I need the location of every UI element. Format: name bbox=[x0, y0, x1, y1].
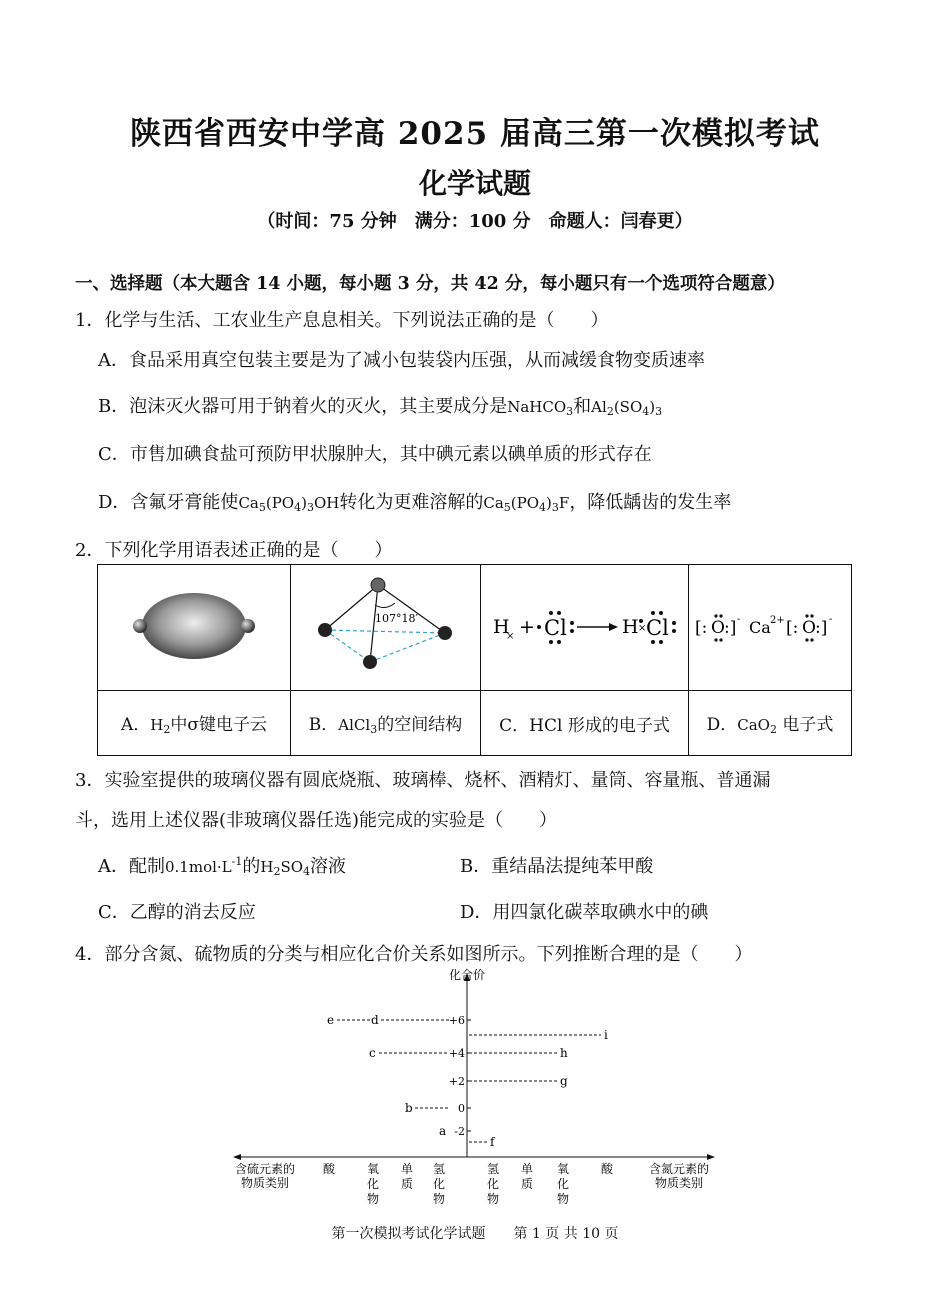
eq-cl-atom: Cl bbox=[544, 616, 567, 640]
ca-ion-charge: 2+ bbox=[770, 615, 785, 626]
q2-figure-d bbox=[689, 565, 852, 691]
category-labels bbox=[323, 1162, 614, 1206]
n-category-element: 单质 bbox=[521, 1162, 534, 1191]
q1-option-b bbox=[98, 392, 662, 418]
q4-stem: 4．部分含氮、硫物质的分类与相应化合价关系如图所示。下列推断合理的是（ ） bbox=[75, 944, 753, 965]
alcl3-structure-figure bbox=[291, 565, 480, 685]
concentration: $0.1mol\cdot L^{-1}$ bbox=[165, 855, 243, 876]
svg-text:×: × bbox=[506, 631, 515, 642]
q2-option-a-suffix: 中σ键电子云 bbox=[170, 715, 267, 735]
svg-text:O: O bbox=[802, 618, 816, 638]
q2-figure-a bbox=[98, 565, 291, 691]
eq-plus: + bbox=[519, 616, 535, 638]
concentration-value: 0.1mol·L bbox=[165, 858, 232, 876]
s-category-acid: 酸 bbox=[323, 1162, 336, 1176]
point-e: e bbox=[327, 1013, 335, 1027]
svg-text:[:: [: bbox=[786, 618, 799, 638]
q2-option-a-prefix: A． bbox=[121, 715, 151, 735]
q1-option-d-prefix: D．含氟牙膏能使 bbox=[98, 492, 239, 513]
q3-option-b: B．重结晶法提纯苯甲酸 bbox=[460, 856, 654, 877]
q1-option-b-text: B．泡沫灭火器可用于钠着火的灭火，其主要成分是 bbox=[98, 396, 508, 417]
y-axis-label: 化合价 bbox=[449, 968, 486, 982]
q2-option-b bbox=[291, 691, 481, 756]
cao2-electron-formula-figure bbox=[689, 565, 851, 685]
point-f: f bbox=[490, 1135, 495, 1149]
point-g: g bbox=[560, 1074, 568, 1088]
formula-h2so4: $H_2SO_4$ bbox=[260, 858, 311, 878]
q3-option-a-prefix: A．配制 bbox=[98, 856, 165, 877]
q2-figure-b bbox=[291, 565, 481, 691]
q1-stem: 1．化学与生活、工农业生产息息相关。下列说法正确的是（ ） bbox=[75, 310, 609, 331]
svg-text::]: :] bbox=[815, 618, 828, 638]
q3-option-c: C．乙醇的消去反应 bbox=[98, 902, 256, 923]
q3-option-d: D．用四氯化碳萃取碘水中的碘 bbox=[460, 902, 709, 923]
y-tick-plus6: +6 bbox=[448, 1014, 465, 1027]
n-category-oxide: 氧化物 bbox=[557, 1162, 570, 1206]
n-category-acid: 酸 bbox=[601, 1162, 614, 1176]
s-category-hydride: 氢化物 bbox=[433, 1162, 446, 1206]
svg-text:-: - bbox=[737, 614, 741, 625]
formula-al2so43: $Al_2(SO_4)_3$ bbox=[591, 398, 663, 418]
svg-text::]: :] bbox=[724, 618, 737, 638]
q2-figure-c bbox=[481, 565, 689, 691]
exam-info: （时间：75 分钟 满分：100 分 命题人：闫春更） bbox=[257, 211, 693, 232]
s-category-oxide: 氧化物 bbox=[367, 1162, 380, 1206]
formula-cao2: CaO$_2$ bbox=[737, 716, 777, 736]
point-b: b bbox=[405, 1101, 413, 1115]
svg-text:×: × bbox=[638, 623, 647, 634]
q3-stem-line1: 3．实验室提供的玻璃仪器有圆底烧瓶、玻璃棒、烧杯、酒精灯、量筒、容量瓶、普通漏 bbox=[75, 770, 771, 791]
q3-option-a bbox=[98, 852, 346, 878]
q3-stem-line2: 斗，选用上述仪器(非玻璃仪器任选)能完成的实验是（ ） bbox=[75, 810, 558, 831]
s-category-element: 单质 bbox=[401, 1162, 414, 1191]
valence-classification-chart bbox=[225, 965, 725, 1215]
point-i: i bbox=[604, 1028, 608, 1042]
section-heading: 一、选择题（本大题含 14 小题，每小题 3 分，共 42 分，每小题只有一个选项符合题意） bbox=[75, 274, 785, 294]
ca-ion-label: Ca bbox=[749, 618, 771, 637]
q3-option-a-mid: 的 bbox=[242, 856, 261, 877]
eq-product-cl: Cl bbox=[646, 616, 669, 640]
q2-options-table bbox=[97, 564, 852, 756]
y-tick-minus2: -2 bbox=[454, 1125, 465, 1138]
svg-text:O: O bbox=[711, 618, 725, 638]
svg-text:-: - bbox=[829, 614, 833, 625]
page-footer: 第一次模拟考试化学试题 第 1 页 共 10 页 bbox=[331, 1226, 619, 1242]
q1-option-c: C．市售加碘食盐可预防甲状腺肿大，其中碘元素以碘单质的形式存在 bbox=[98, 444, 652, 465]
left-axis-label-1: 含硫元素的 bbox=[235, 1162, 296, 1176]
q1-option-b-and: 和 bbox=[573, 396, 592, 417]
q2-option-c: C．HCl 形成的电子式 bbox=[481, 691, 689, 756]
y-tick-0: 0 bbox=[458, 1102, 465, 1115]
eq-product-h: H bbox=[622, 616, 639, 638]
hcl-formation-figure bbox=[481, 565, 688, 685]
q1-option-d-mid: 转化为更难溶解的 bbox=[339, 492, 484, 513]
q2-option-b-prefix: B． bbox=[308, 715, 339, 735]
q2-option-a bbox=[98, 691, 291, 756]
q3-option-a-suffix: 溶液 bbox=[310, 856, 347, 877]
point-h: h bbox=[560, 1046, 568, 1060]
point-c: c bbox=[369, 1046, 376, 1060]
q1-option-a: A．食品采用真空包装主要是为了减小包装袋内压强，从而减缓食物变质速率 bbox=[98, 350, 705, 371]
q2-stem: 2．下列化学用语表述正确的是（ ） bbox=[75, 540, 393, 561]
formula-alcl3: AlCl$_3$ bbox=[338, 716, 378, 736]
eq-h-atom: H bbox=[493, 616, 510, 638]
q2-option-d: D．CaO$_2$ 电子式 bbox=[689, 691, 852, 756]
right-axis-label-2: 物质类别 bbox=[655, 1176, 704, 1190]
page-title: 陕西省西安中学高 2025 届高三第一次模拟考试 bbox=[130, 116, 820, 152]
q2-option-d-prefix: D． bbox=[706, 715, 738, 735]
sigma-bond-cloud-figure bbox=[98, 565, 290, 685]
y-tick-plus2: +2 bbox=[448, 1075, 465, 1088]
page-subtitle: 化学试题 bbox=[418, 167, 531, 200]
point-d: d bbox=[371, 1013, 379, 1027]
bond-angle-label: 107°18′ bbox=[375, 612, 418, 625]
left-axis-label-2: 物质类别 bbox=[241, 1176, 290, 1190]
q1-option-d bbox=[98, 488, 731, 514]
q1-option-d-suffix: ，降低龋齿的发生率 bbox=[569, 492, 732, 513]
formula-hydroxyapatite: $Ca_5(PO_4)_3OH$ bbox=[238, 494, 340, 514]
formula-h2: $H_2$ bbox=[150, 716, 171, 736]
formula-nahco3: NaHCO$_3$ bbox=[507, 398, 574, 418]
svg-text:[:: [: bbox=[695, 618, 708, 638]
q2-option-b-suffix: 的空间结构 bbox=[377, 715, 463, 735]
y-tick-plus4: +4 bbox=[448, 1047, 465, 1060]
right-axis-label-1: 含氮元素的 bbox=[649, 1162, 710, 1176]
n-category-hydride: 氢化物 bbox=[487, 1162, 500, 1206]
point-a: a bbox=[439, 1124, 447, 1138]
formula-fluorapatite: $Ca_5(PO_4)_3F$ bbox=[483, 494, 570, 514]
